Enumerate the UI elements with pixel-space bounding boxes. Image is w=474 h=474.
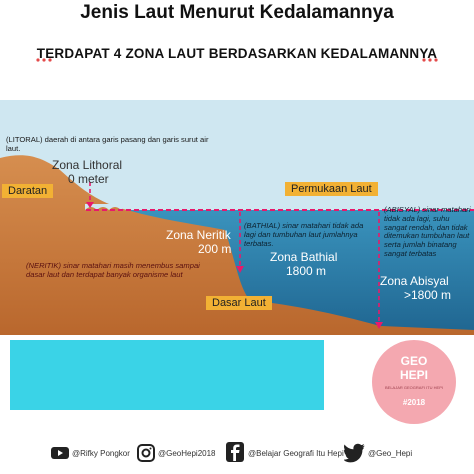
- bathial-note: (BATHIAL) sinar matahari tidak ada lagi dan tumbuhan laut jumlahnya terbatas.: [244, 221, 364, 248]
- logo-tagline: BELAJAR GEOGRAFI ITU HEPI: [384, 385, 443, 390]
- bathial-zone-label: Zona Bathial: [270, 250, 338, 264]
- instagram-handle[interactable]: @GeoHepi2018: [158, 449, 216, 458]
- instagram-icon[interactable]: [136, 443, 156, 463]
- page-title: Jenis Laut Menurut Kedalamannya: [80, 2, 394, 23]
- facebook-handle[interactable]: @Belajar Geografi Itu Hepi: [248, 449, 344, 458]
- abisyal-note: (ABISYAL) sinar matahari tidak ada lagi, suhu sangat rendah, dan tidak ditemukan tumbuhan laut serta jumlah binatang sangat terbatas: [384, 205, 471, 258]
- twitter-icon[interactable]: [344, 443, 366, 463]
- youtube-icon[interactable]: [50, 443, 70, 463]
- sea-surface-label: Permukaan Laut: [285, 182, 378, 196]
- neritik-zone-label: Zona Neritik: [166, 228, 231, 242]
- neritik-depth-label: 200 m: [198, 242, 232, 256]
- facebook-icon[interactable]: [225, 441, 245, 463]
- bathial-depth-label: 1800 m: [286, 264, 327, 278]
- abisyal-depth-label: >1800 m: [404, 288, 452, 302]
- neritik-note: (NERITIK) sinar matahari masih menembus sampai dasar laut dan terdapat banyak organisme laut: [26, 261, 200, 279]
- twitter-handle[interactable]: @Geo_Hepi: [368, 449, 413, 458]
- footer-social-bar: [0, 435, 474, 474]
- page-subtitle: TERDAPAT 4 ZONA LAUT BERDASARKAN KEDALAMANNYA: [36, 46, 438, 61]
- litoral-zone-label: Zona Lithoral: [52, 158, 123, 172]
- land-label: Daratan: [2, 184, 53, 198]
- logo-year: #2018: [402, 398, 426, 407]
- abisyal-zone-label: Zona Abisyal: [380, 274, 449, 288]
- geo-hepi-logo: [372, 340, 456, 424]
- blank-info-box: [10, 340, 324, 410]
- logo-line1: GEO: [400, 354, 428, 368]
- litoral-note: (LITORAL) daerah di antara garis pasang dan garis surut air laut.: [6, 135, 209, 153]
- litoral-depth-label: 0 meter: [68, 172, 109, 186]
- logo-line2: HEPI: [399, 368, 428, 382]
- seabed-label: Dasar Laut: [206, 296, 272, 310]
- youtube-handle[interactable]: @Rifky Pongkor: [72, 449, 130, 458]
- decorative-dots: [0, 0, 474, 90]
